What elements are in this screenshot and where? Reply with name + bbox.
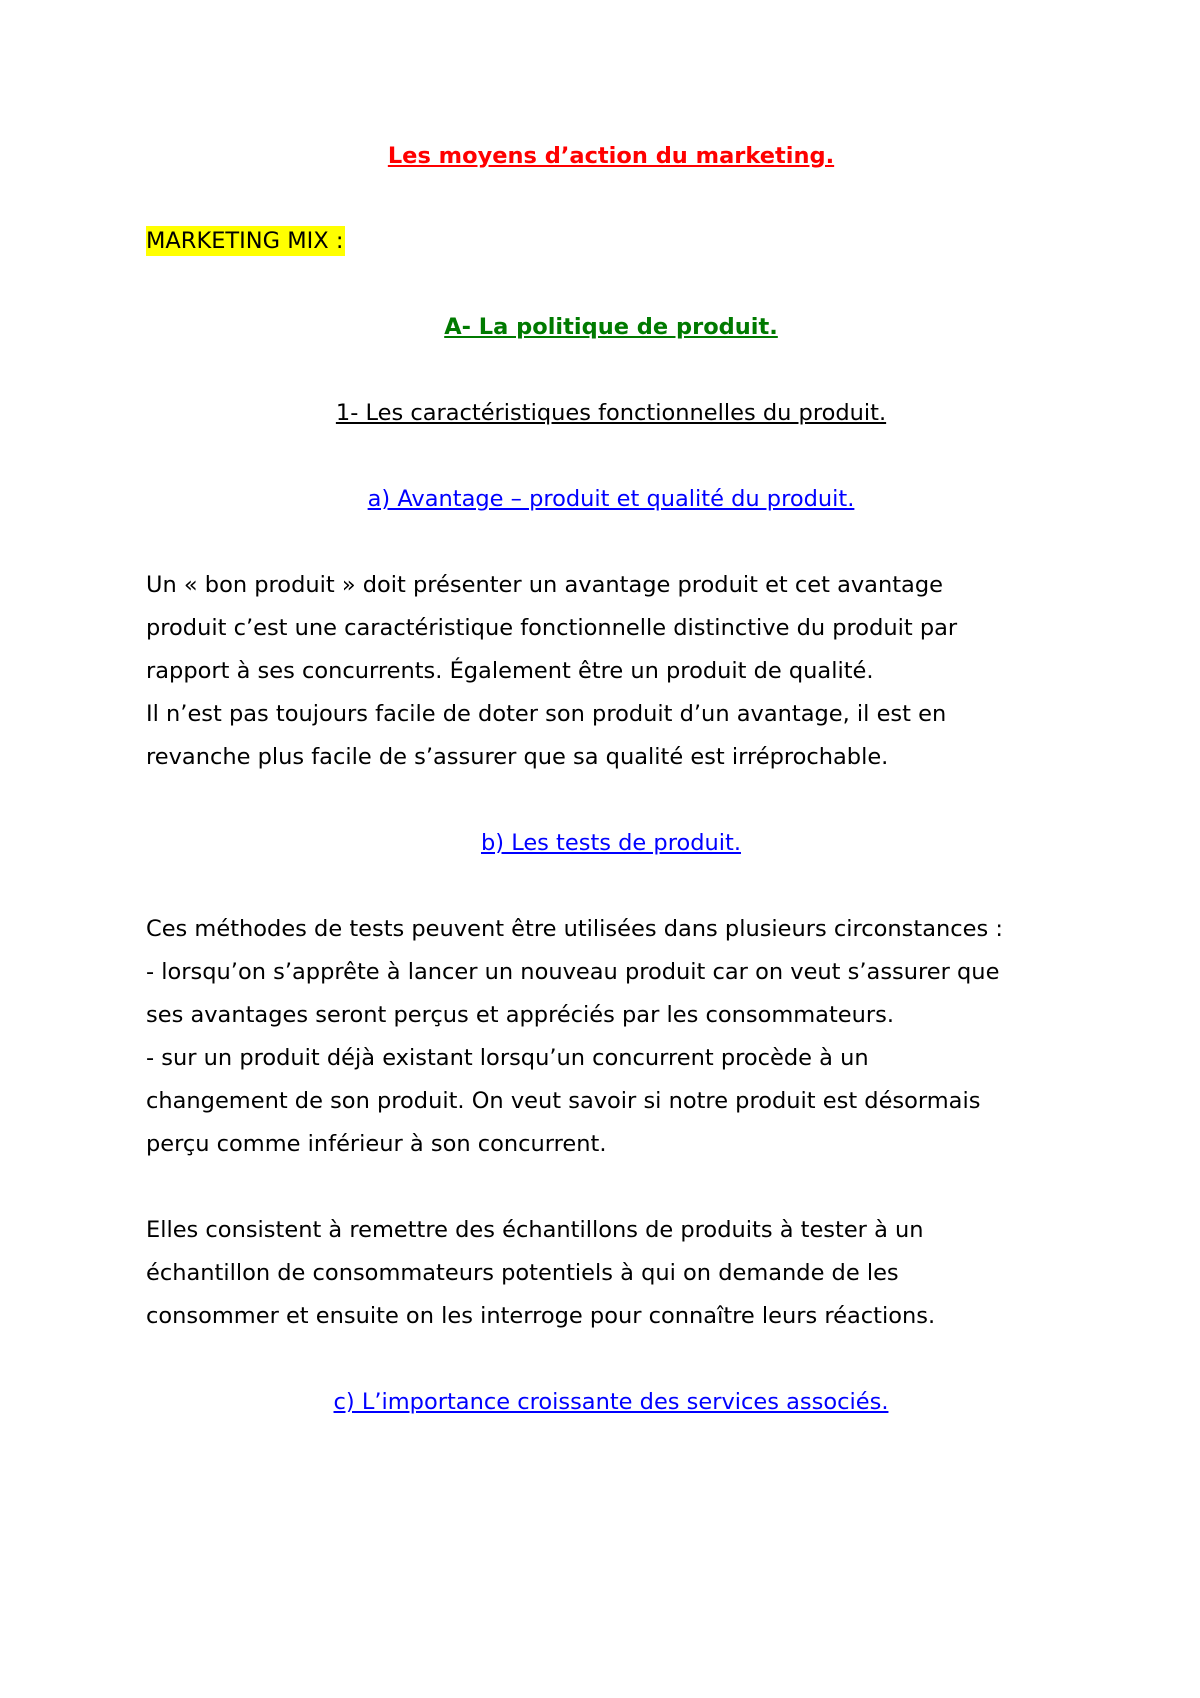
paragraph-2-line: Ces méthodes de tests peuvent être utilisées dans plusieurs circonstances : <box>146 916 1003 942</box>
subsection-a-heading: a) Avantage – produit et qualité du produit. <box>367 486 855 512</box>
subsection-b-row <box>146 822 1076 865</box>
subsection-1-row <box>146 392 1076 435</box>
paragraph-3-line: consommer et ensuite on les interroge pour connaître leurs réactions. <box>146 1303 936 1329</box>
paragraph-1-line: revanche plus facile de s’assurer que sa qualité est irréprochable. <box>146 744 889 770</box>
paragraph-2-line: - sur un produit déjà existant lorsqu’un concurrent procède à un <box>146 1045 869 1071</box>
subsection-a-row <box>146 478 1076 521</box>
subsection-c-heading: c) L’importance croissante des services associés. <box>333 1389 889 1415</box>
subsection-1-heading: 1- Les caractéristiques fonctionnelles du produit. <box>335 400 887 426</box>
paragraph-1-line: rapport à ses concurrents. Également être un produit de qualité. <box>146 658 874 684</box>
document-title: Les moyens d’action du marketing. <box>387 143 835 169</box>
paragraph-3-line: Elles consistent à remettre des échantillons de produits à tester à un <box>146 1217 924 1243</box>
paragraph-1-line: produit c’est une caractéristique fonctionnelle distinctive du produit par <box>146 615 958 641</box>
marketing-mix-label: MARKETING MIX : <box>146 228 344 254</box>
paragraph-1-line: Un « bon produit » doit présenter un avantage produit et cet avantage <box>146 572 943 598</box>
paragraph-2-line: ses avantages seront perçus et appréciés par les consommateurs. <box>146 1002 895 1028</box>
paragraph-2-line: - lorsqu’on s’apprête à lancer un nouveau produit car on veut s’assurer que <box>146 959 1000 985</box>
paragraph-3-line: échantillon de consommateurs potentiels à qui on demande de les <box>146 1260 899 1286</box>
section-a-row <box>146 306 1076 349</box>
document-title-row <box>146 135 1076 178</box>
paragraph-2-line: changement de son produit. On veut savoir si notre produit est désormais <box>146 1088 981 1114</box>
subsection-c-row <box>146 1381 1076 1424</box>
paragraph-1-line: Il n’est pas toujours facile de doter son produit d’un avantage, il est en <box>146 701 947 727</box>
marketing-mix-row <box>146 220 1076 263</box>
subsection-b-heading: b) Les tests de produit. <box>480 830 741 856</box>
paragraph-2-line: perçu comme inférieur à son concurrent. <box>146 1131 607 1157</box>
section-a-heading: A- La politique de produit. <box>444 314 778 340</box>
